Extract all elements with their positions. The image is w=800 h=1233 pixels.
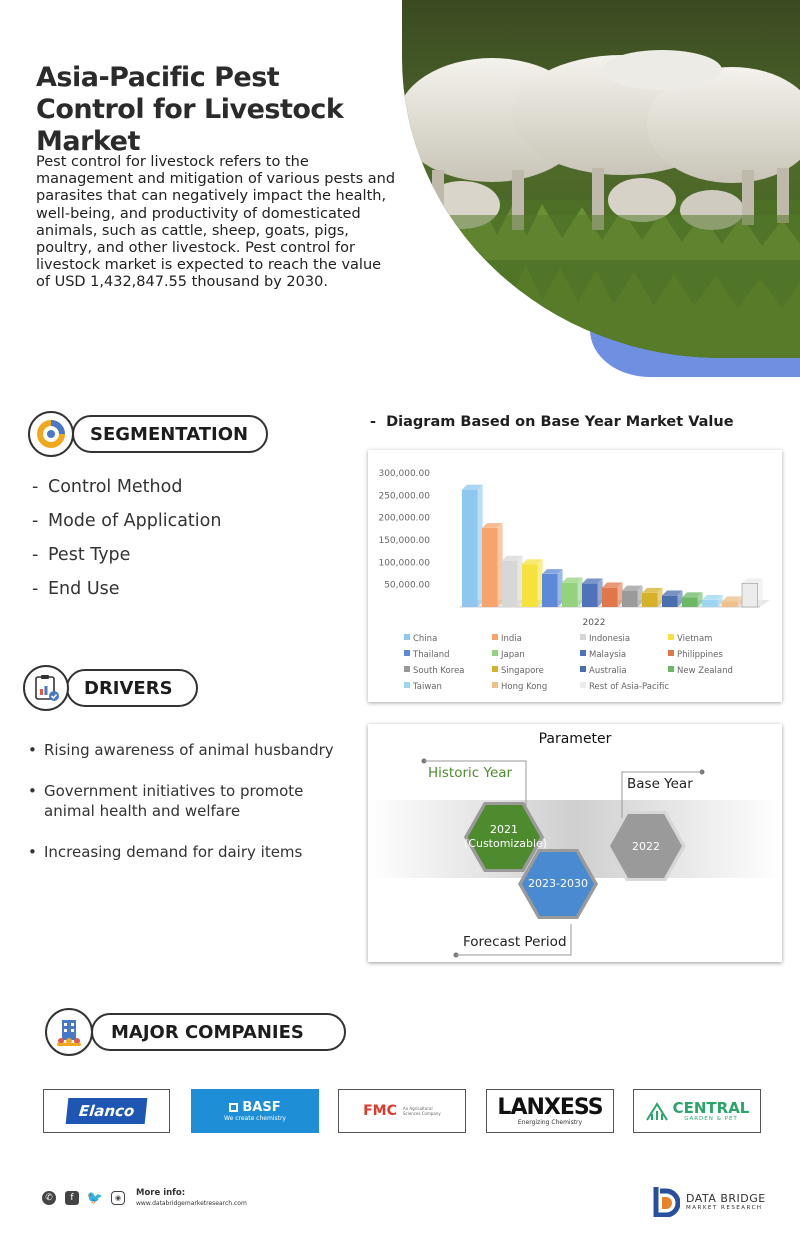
legend-label: New Zealand bbox=[677, 666, 733, 676]
drivers-heading bbox=[66, 669, 198, 707]
legend-label: Philippines bbox=[677, 650, 723, 660]
website-link[interactable]: www.databridgemarketresearch.com bbox=[136, 1200, 247, 1207]
bar bbox=[522, 564, 538, 607]
more-info-label: More info: bbox=[136, 1188, 186, 1198]
y-tick-label: 300,000.00 bbox=[378, 469, 430, 479]
legend-swatch bbox=[580, 650, 586, 656]
legend-label: Vietnam bbox=[677, 634, 713, 644]
legend-swatch bbox=[404, 682, 410, 688]
forecast-period-label: Forecast Period bbox=[463, 934, 567, 950]
legend-label: Rest of Asia-Pacific bbox=[589, 682, 670, 692]
chart-title: Diagram Based on Base Year Market Value bbox=[386, 414, 734, 430]
segmentation-label: SEGMENTATION bbox=[90, 423, 249, 445]
forecast-period-value: 2023-2030 bbox=[528, 877, 588, 890]
fmc-logo: FMC An Agricultural Sciences Company bbox=[338, 1089, 466, 1133]
legend-label: Singapore bbox=[501, 666, 544, 676]
bar bbox=[482, 528, 498, 607]
y-tick-label: 50,000.00 bbox=[384, 580, 430, 591]
list-item: - Mode of Application bbox=[32, 511, 222, 531]
bar bbox=[662, 595, 678, 607]
legend-label: India bbox=[501, 634, 522, 644]
bar-side bbox=[578, 577, 583, 607]
building-icon bbox=[45, 1008, 93, 1056]
bar bbox=[582, 583, 598, 607]
parameter-panel bbox=[368, 724, 782, 962]
list-item: • Rising awareness of animal husbandry bbox=[28, 740, 338, 760]
list-item: - Pest Type bbox=[32, 545, 131, 565]
legend-label: Malaysia bbox=[589, 650, 627, 660]
intro-paragraph: Pest control for livestock refers to the management and mitigation of various pests and parasites that can negatively impact the health, well-being, and productivity of domesticated animals, such as cattle, sheep, goats, pigs, poultry, and other livestock. Pest control for livestock market is expected to reach the value of USD 1,432,847.55 thousand by 2030. bbox=[36, 154, 396, 291]
bar-side bbox=[518, 556, 523, 607]
pie-chart-icon bbox=[28, 411, 74, 457]
historic-year-value: 2021 (Customizable) bbox=[464, 823, 548, 850]
segmentation-heading bbox=[72, 415, 268, 453]
legend-swatch bbox=[404, 666, 410, 672]
legend-swatch bbox=[668, 634, 674, 640]
legend-swatch bbox=[580, 666, 586, 672]
legend-label: Indonesia bbox=[589, 634, 631, 644]
bar-chart bbox=[368, 450, 782, 702]
facebook-icon[interactable]: f bbox=[65, 1191, 79, 1205]
legend-label: China bbox=[413, 634, 438, 644]
bar bbox=[462, 490, 478, 607]
bar bbox=[642, 593, 658, 607]
legend-swatch bbox=[580, 634, 586, 640]
base-year-value: 2022 bbox=[632, 840, 660, 853]
clipboard-chart-icon bbox=[23, 665, 69, 711]
bar-side bbox=[598, 578, 603, 607]
list-item: - End Use bbox=[32, 579, 120, 599]
bar-side bbox=[758, 578, 763, 607]
bar-chart-panel bbox=[368, 450, 782, 702]
hero-sheep-image bbox=[402, 0, 800, 358]
companies-heading bbox=[91, 1013, 346, 1051]
companies-label: MAJOR COMPANIES bbox=[111, 1021, 304, 1043]
bar-side bbox=[558, 569, 563, 607]
elanco-logo: Elanco bbox=[43, 1089, 170, 1133]
legend-label: Japan bbox=[501, 650, 525, 660]
legend-label: Hong Kong bbox=[501, 682, 548, 692]
data-bridge-logo: DATA BRIDGE MARKET RESEARCH bbox=[652, 1185, 766, 1217]
legend-swatch bbox=[668, 666, 674, 672]
y-tick-label: 150,000.00 bbox=[378, 536, 430, 546]
twitter-icon[interactable]: 🐦 bbox=[86, 1190, 104, 1206]
bar bbox=[602, 587, 618, 607]
legend-label: South Korea bbox=[413, 666, 465, 676]
list-item: • Increasing demand for dairy items bbox=[28, 842, 338, 862]
bar bbox=[562, 582, 578, 607]
bar bbox=[542, 574, 558, 607]
legend-swatch bbox=[668, 650, 674, 656]
bar bbox=[702, 600, 718, 607]
bar bbox=[742, 583, 758, 607]
drivers-label: DRIVERS bbox=[84, 677, 173, 699]
bar bbox=[722, 601, 738, 607]
legend-swatch bbox=[492, 666, 498, 672]
legend-swatch bbox=[404, 650, 410, 656]
segmentation-list bbox=[32, 476, 221, 612]
base-year-label: Base Year bbox=[627, 776, 693, 792]
legend-label: Taiwan bbox=[413, 682, 442, 692]
bar bbox=[682, 597, 698, 607]
y-tick-label: 250,000.00 bbox=[378, 491, 430, 502]
social-icons bbox=[42, 1191, 125, 1205]
data-bridge-mark-icon bbox=[652, 1185, 680, 1217]
instagram-icon[interactable]: ◉ bbox=[111, 1191, 125, 1205]
whatsapp-icon[interactable]: ✆ bbox=[42, 1191, 56, 1205]
list-item: - Control Method bbox=[32, 477, 183, 497]
parameter-title: Parameter bbox=[538, 731, 612, 747]
legend-swatch bbox=[492, 682, 498, 688]
bar-side bbox=[538, 559, 543, 607]
y-tick-label: 100,000.00 bbox=[378, 558, 430, 569]
bar bbox=[502, 561, 518, 607]
drivers-list bbox=[28, 740, 338, 883]
legend-label: Thailand bbox=[413, 650, 450, 660]
basf-logo: BASF We create chemistry bbox=[191, 1089, 319, 1133]
legend-swatch bbox=[580, 682, 586, 688]
lanxess-logo: LANXESS Energizing Chemistry bbox=[486, 1089, 614, 1133]
list-item: • Government initiatives to promote animal health and welfare bbox=[28, 781, 338, 821]
legend-label: Australia bbox=[589, 666, 627, 676]
x-axis-label: 2022 bbox=[582, 618, 606, 628]
y-tick-label: 200,000.00 bbox=[378, 513, 430, 524]
legend-swatch bbox=[492, 634, 498, 640]
legend-swatch bbox=[404, 634, 410, 640]
bar bbox=[622, 590, 638, 607]
bar-side bbox=[478, 485, 483, 607]
legend-swatch bbox=[492, 650, 498, 656]
historic-year-label: Historic Year bbox=[428, 765, 513, 781]
central-logo: CENTRAL GARDEN & PET bbox=[633, 1089, 761, 1133]
chart-title-row: - Diagram Based on Base Year Market Value bbox=[370, 414, 734, 430]
bar-side bbox=[498, 523, 503, 607]
page-title: Asia-Pacific Pest Control for Livestock Market bbox=[36, 62, 344, 157]
